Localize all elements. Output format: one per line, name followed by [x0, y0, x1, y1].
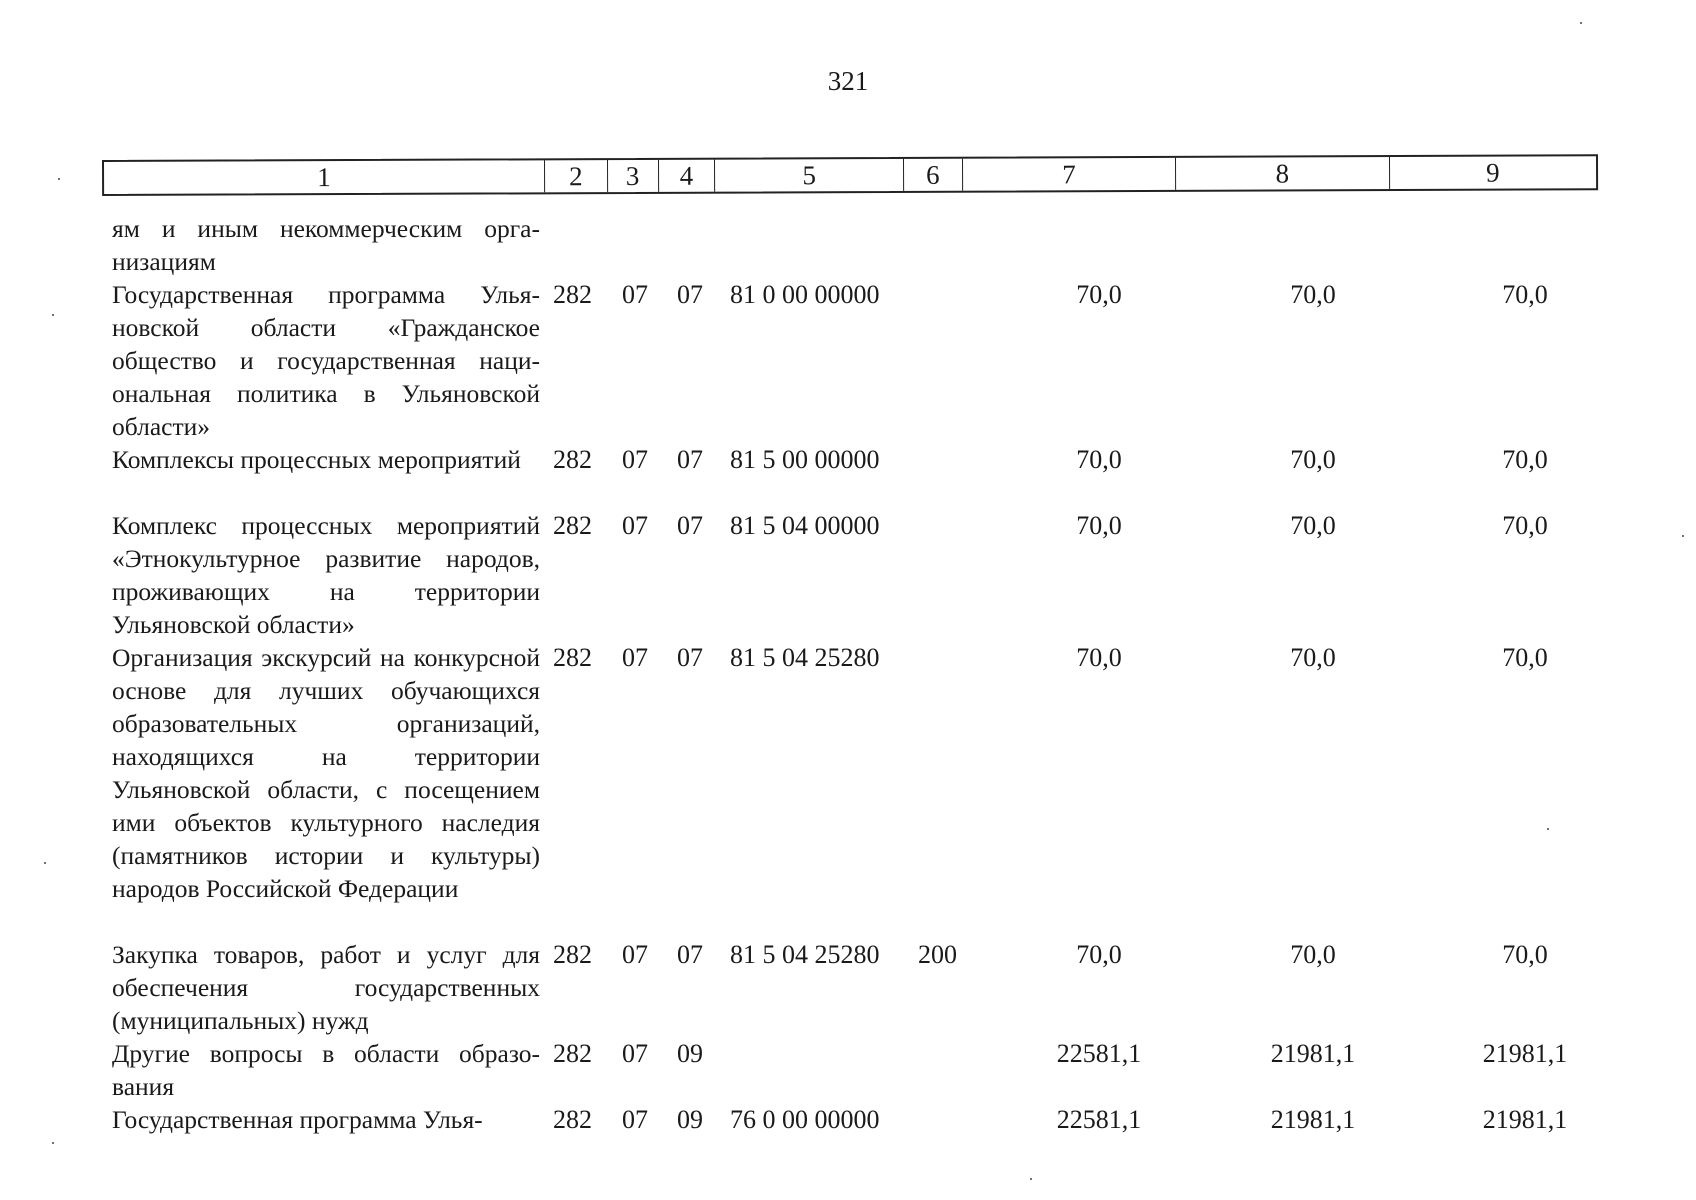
header-col-1: 1 — [104, 160, 545, 194]
row-amount-col9: 70,0 — [1502, 643, 1548, 672]
row-ministry-code: 282 — [553, 1105, 592, 1134]
row-description: Организация экскурсий на конкурсной основе для лучших обучающихся образовательных организаций, находящихся на территории Ульяновской области, с посещением ими объектов культурного наследия (памятников истории и культуры) народов Российской Федерации — [112, 643, 540, 903]
table-row — [0, 509, 1696, 641]
row-description: Комплекс процессных мероприятий «Этнокультурное развитие народов, проживающих на территории Ульяновской области» — [112, 511, 540, 639]
scan-speck — [58, 178, 60, 180]
table-row — [0, 938, 1696, 1037]
table-row — [0, 1037, 1696, 1103]
row-subsection-code: 07 — [677, 280, 703, 309]
row-section-code: 07 — [622, 280, 648, 309]
table-row — [0, 1103, 1696, 1143]
row-description: Государственная программа Ульяновской области «Гражданское общество и государственная национальная политика в Ульяновской области» — [112, 280, 540, 441]
scan-speck — [52, 314, 54, 316]
row-ministry-code: 282 — [553, 940, 592, 969]
row-description: Закупка товаров, работ и услуг для обеспечения государственных (муниципальных) нужд — [112, 940, 540, 1035]
row-amount-col9: 70,0 — [1502, 445, 1548, 474]
row-amount-col7: 22581,1 — [1056, 1105, 1142, 1134]
row-description: Другие вопросы в области образования — [112, 1039, 540, 1101]
table-header — [102, 154, 1598, 196]
table-row — [0, 278, 1696, 443]
row-description: Государственная программа Улья- — [112, 1105, 483, 1134]
row-target-article: 81 5 04 25280 — [730, 940, 880, 969]
header-col-4: 4 — [659, 160, 716, 192]
row-amount-col7: 70,0 — [1076, 511, 1122, 540]
row-amount-col8: 70,0 — [1290, 511, 1336, 540]
row-amount-col9: 70,0 — [1502, 940, 1548, 969]
row-amount-col8: 21981,1 — [1270, 1039, 1356, 1068]
row-amount-col8: 70,0 — [1290, 643, 1336, 672]
row-target-article: 81 0 00 00000 — [730, 280, 880, 309]
table-row — [0, 641, 1696, 938]
scan-speck — [1030, 1178, 1032, 1180]
row-section-code: 07 — [622, 1039, 648, 1068]
scan-speck — [1547, 828, 1549, 830]
row-target-article: 76 0 00 00000 — [730, 1105, 880, 1134]
row-target-article: 81 5 04 25280 — [730, 643, 880, 672]
row-subsection-code: 09 — [677, 1039, 703, 1068]
row-target-article: 81 5 00 00000 — [730, 445, 880, 474]
row-subsection-code: 07 — [677, 445, 703, 474]
row-amount-col9: 70,0 — [1502, 280, 1548, 309]
row-amount-col7: 70,0 — [1076, 940, 1122, 969]
row-ministry-code: 282 — [553, 280, 592, 309]
row-section-code: 07 — [622, 940, 648, 969]
row-ministry-code: 282 — [553, 511, 592, 540]
header-col-3: 3 — [608, 160, 659, 192]
row-section-code: 07 — [622, 643, 648, 672]
row-ministry-code: 282 — [553, 1039, 592, 1068]
scan-speck — [44, 862, 46, 864]
row-amount-col8: 21981,1 — [1270, 1105, 1356, 1134]
scan-speck — [1580, 22, 1582, 24]
row-description: ям и иным некоммерческим организациям — [112, 214, 540, 276]
header-col-7: 7 — [963, 158, 1177, 191]
row-subsection-code: 09 — [677, 1105, 703, 1134]
row-amount-col8: 70,0 — [1290, 940, 1336, 969]
row-expense-type: 200 — [918, 940, 957, 969]
header-col-9: 9 — [1485, 157, 1500, 188]
header-col-5: 5 — [715, 159, 904, 192]
row-section-code: 07 — [622, 1105, 648, 1134]
row-amount-col7: 70,0 — [1076, 445, 1122, 474]
table-row — [0, 443, 1696, 509]
row-amount-col7: 70,0 — [1076, 643, 1122, 672]
row-target-article: 81 5 04 00000 — [730, 511, 880, 540]
scan-speck — [52, 1142, 54, 1144]
row-description: Комплексы процессных мероприятий — [112, 445, 521, 474]
row-amount-col9: 21981,1 — [1482, 1039, 1568, 1068]
row-section-code: 07 — [622, 511, 648, 540]
row-subsection-code: 07 — [677, 511, 703, 540]
row-ministry-code: 282 — [553, 643, 592, 672]
header-col-8: 8 — [1176, 157, 1390, 190]
row-ministry-code: 282 — [553, 445, 592, 474]
table-body — [0, 212, 1696, 1143]
row-amount-col9: 70,0 — [1502, 511, 1548, 540]
header-col-2: 2 — [545, 160, 608, 192]
row-amount-col7: 22581,1 — [1056, 1039, 1142, 1068]
page-number: 321 — [827, 66, 869, 96]
row-amount-col9: 21981,1 — [1482, 1105, 1568, 1134]
row-section-code: 07 — [622, 445, 648, 474]
row-amount-col8: 70,0 — [1290, 445, 1336, 474]
scan-speck — [1682, 535, 1684, 537]
row-subsection-code: 07 — [677, 940, 703, 969]
row-amount-col8: 70,0 — [1290, 280, 1336, 309]
table-row — [0, 212, 1696, 278]
header-col-6: 6 — [904, 159, 963, 191]
row-subsection-code: 07 — [677, 643, 703, 672]
row-amount-col7: 70,0 — [1076, 280, 1122, 309]
